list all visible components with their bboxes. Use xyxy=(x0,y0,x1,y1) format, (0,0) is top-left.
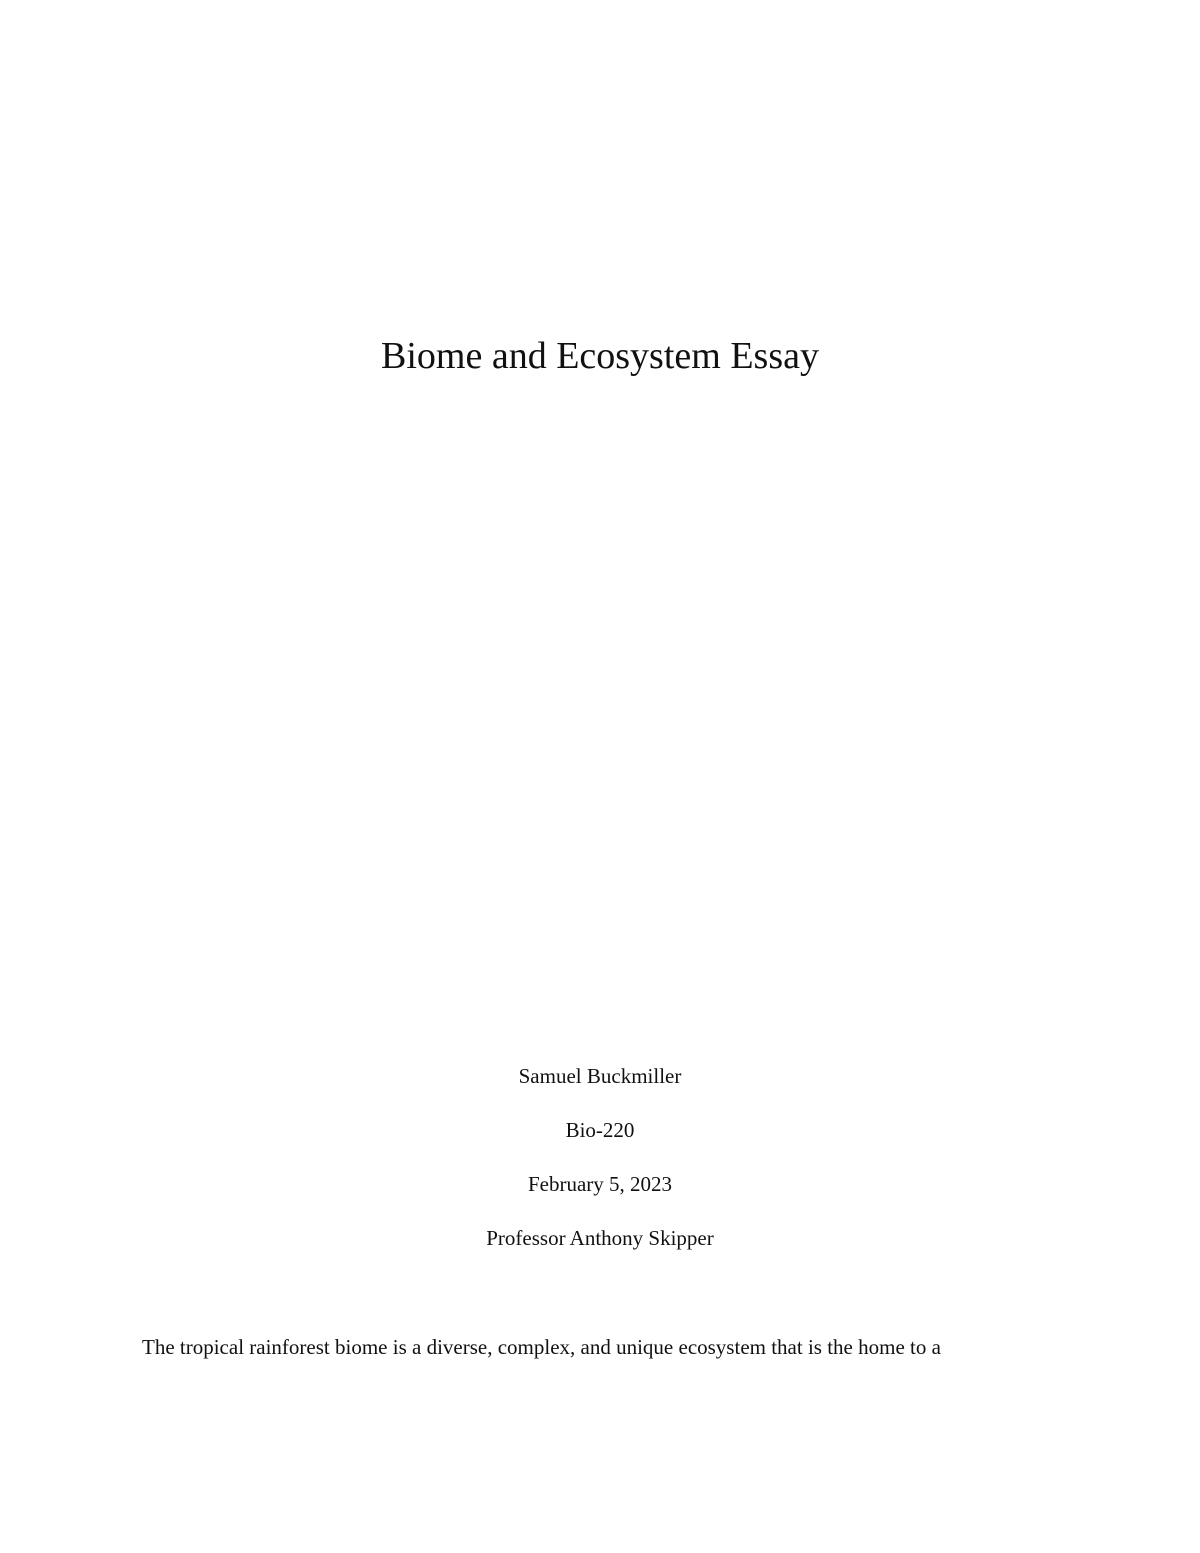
submission-date: February 5, 2023 xyxy=(527,1172,673,1196)
body-text-line: The tropical rainforest biome is a diverse, complex, and unique ecosystem that is the home to a xyxy=(142,1335,941,1359)
title-page-details xyxy=(0,1060,1200,1276)
author-name: Samuel Buckmiller xyxy=(518,1064,682,1088)
course-code: Bio-220 xyxy=(565,1118,635,1142)
document-title: Biome and Ecosystem Essay xyxy=(381,335,819,377)
instructor-name: Professor Anthony Skipper xyxy=(486,1226,714,1250)
